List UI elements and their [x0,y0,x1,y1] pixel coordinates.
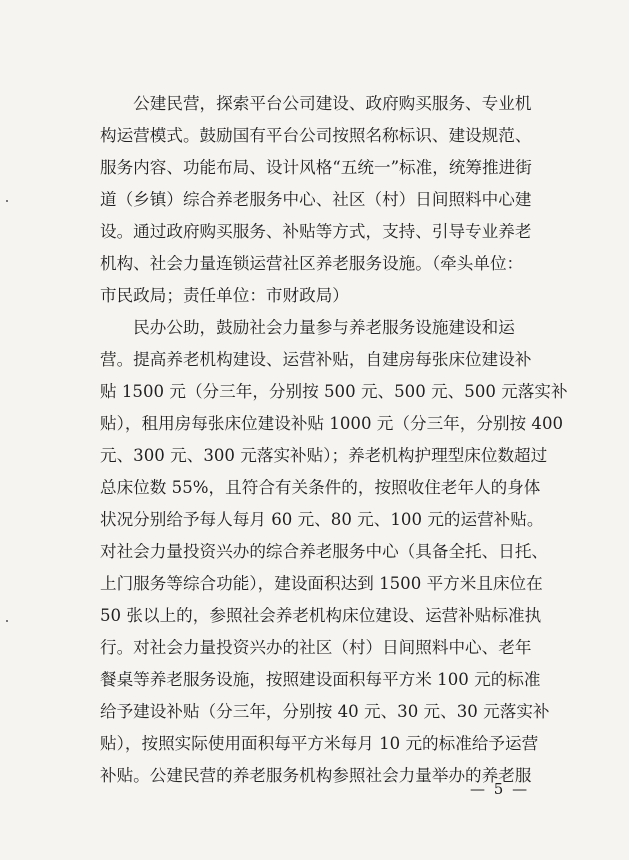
text-line: 营。提高养老机构建设、运营补贴，自建房每张床位建设补 [100,350,532,369]
body-text [100,88,568,792]
text-line: 给予建设补贴（分三年，分别按 40 元、30 元、30 元落实补 [100,702,550,721]
text-line: 补贴。公建民营的养老服务机构参照社会力量举办的养老服 [100,766,532,785]
text-line: 50 张以上的，参照社会养老机构床位建设、运营补贴标准执 [100,606,542,625]
text-line: 服务内容、功能布局、设计风格“五统一”标准，统筹推进街 [100,158,532,177]
text-line: 餐桌等养老服务设施，按照建设面积每平方米 100 元的标准 [100,670,541,689]
text-line: 贴 1500 元（分三年，分别按 500 元、500 元、500 元落实补 [100,382,568,401]
text-line: 构运营模式。鼓励国有平台公司按照名称标识、建设规范、 [100,126,532,145]
text-line: 行。对社会力量投资兴办的社区（村）日间照料中心、老年 [100,638,532,657]
text-line: 公建民营，探索平台公司建设、政府购买服务、专业机 [100,94,532,113]
text-line: 贴），按照实际使用面积每平方米每月 10 元的标准给予运营 [100,734,539,753]
page-number: — 5 — [470,780,530,798]
binding-mark [6,620,8,622]
text-line: 民办公助，鼓励社会力量参与养老服务设施建设和运 [100,318,515,337]
text-line: 机构、社会力量连锁运营社区养老服务设施。（牵头单位： [100,254,524,273]
text-line: 道（乡镇）综合养老服务中心、社区（村）日间照料中心建 [100,190,532,209]
text-line: 元、300 元、300 元落实补贴）；养老机构护理型床位数超过 [100,446,548,465]
text-line: 对社会力量投资兴办的综合养老服务中心（具备全托、日托、 [100,542,549,561]
binding-mark [6,200,8,202]
text-line: 市民政局；责任单位：市财政局） [100,286,349,305]
text-line: 总床位数 55%，且符合有关条件的，按照收住老年人的身体 [100,478,541,497]
text-line: 设。通过政府购买服务、补贴等方式，支持、引导专业养老 [100,222,532,241]
text-line: 状况分别给予每人每月 60 元、80 元、100 元的运营补贴。 [100,510,544,529]
text-line: 上门服务等综合功能），建设面积达到 1500 平方米且床位在 [100,574,543,593]
text-line: 贴），租用房每张床位建设补贴 1000 元（分三年，分别按 400 [100,414,564,433]
